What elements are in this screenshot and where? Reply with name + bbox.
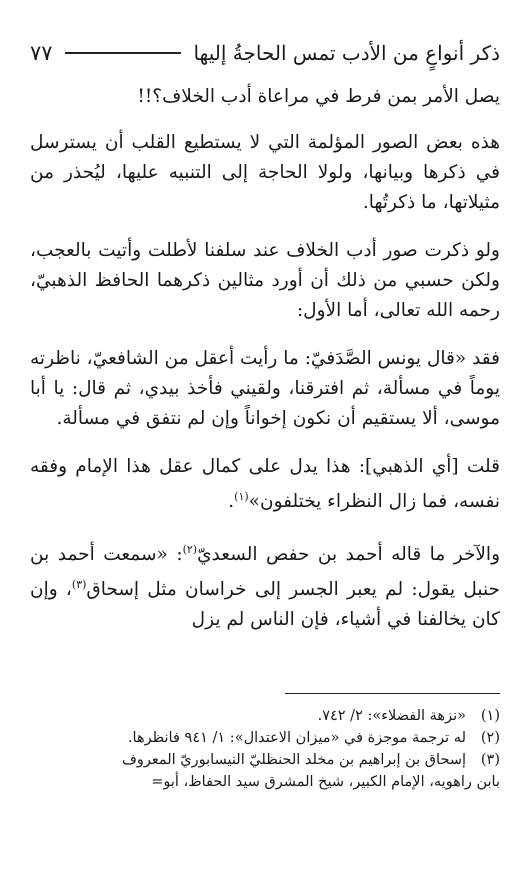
footnote-ref: (٣): [71, 578, 87, 592]
footnote-continuation: بابن راهويه، الإمام الكبير، شيخ المشرق سيد الحفاظ، أبو=: [151, 774, 500, 790]
footnote-text: «نزهة الفضلاء»: ٢/ ٧٤٢.: [317, 708, 466, 724]
footnote-ref: (١): [234, 490, 249, 503]
paragraph-end: .: [228, 491, 235, 513]
footnote-text: له ترجمة موجزة في «ميزان الاعتدال»: ١/ ٩٤١ فانظرها.: [127, 730, 466, 746]
footnote-number: (٢): [480, 730, 500, 746]
footnotes: [30, 705, 500, 793]
footnote-text: إسحاق بن إبراهيم بن مخلد الحنظليّ النيسابوريّ المعروف: [121, 752, 466, 768]
footnote-number: (١): [480, 708, 500, 724]
paragraph: هذه بعض الصور المؤلمة التي لا يستطيع القلب أن يسترسل في ذكرها وبيانها، ولولا الحاجة إلى التنبيه عليها، ليُحذر من مثيلاتها، ما ذكرتُها.: [30, 132, 500, 213]
main-text: [30, 82, 500, 653]
footnote: [30, 749, 500, 771]
footnote: [30, 727, 500, 749]
footnote-number: (٣): [480, 752, 500, 768]
running-title: ذكر أنواعٍ من الأدب تمس الحاجةُ إليها: [193, 41, 500, 65]
footnote-rule: [285, 693, 500, 694]
paragraph-text: قلت [أي الذهبي]: هذا يدل على كمال عقل هذا الإمام وفقه نفسه، فما زال النظراء يختلفون»: [30, 456, 500, 513]
paragraph-text: : «سمعت أحمد بن حنبل يقول: لم يعبر الجسر إلى خراسان مثل إسحاق: [30, 544, 500, 601]
paragraph: [30, 535, 500, 635]
paragraph-text: والآخر ما قاله أحمد بن حفص السعديّ: [197, 544, 500, 566]
footnote: [30, 705, 500, 727]
paragraph-text: ، وإن كان يخالفنا في أشياء، فإن الناس لم يزل: [30, 579, 500, 631]
paragraph: فقد «قال يونس الصَّدَفيّ: ما رأيت أعقل من الشافعيّ، ناظرته يوماً في مسألة، ثم افترقنا، ولقيني فأخذ بيدي، ثم قال: يا أبا موسى، ألا يستقيم أن نكون إخواناً وإن لم نتفق في مسألة.: [30, 348, 500, 429]
paragraph: يصل الأمر بمن فرط في مراعاة أدب الخلاف؟!!: [137, 86, 500, 107]
paragraph: ولو ذكرت صور أدب الخلاف عند سلفنا لأطلت وأتيت بالعجب، ولكن حسبي من ذلك أن أورد مثالين ذكرهما الحافظ الذهبيّ، رحمه الله تعالى، أما الأول:: [30, 240, 500, 321]
header-rule: [65, 52, 182, 54]
footnote-ref: (٢): [182, 543, 198, 557]
running-header: [30, 38, 500, 68]
paragraph: [30, 452, 500, 517]
page-number: ٧٧: [30, 41, 53, 65]
